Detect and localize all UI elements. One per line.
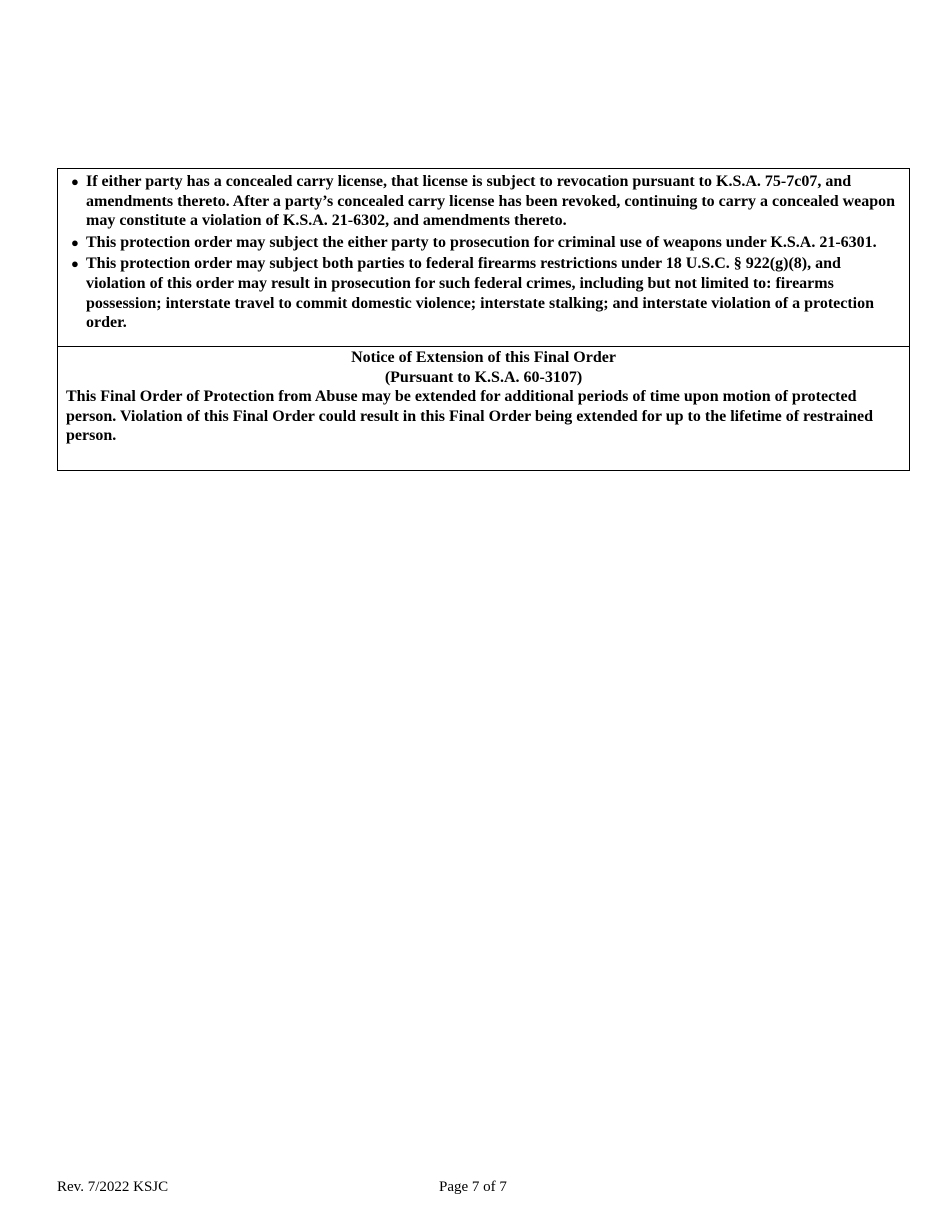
notice-box: [57, 168, 910, 471]
warning-list: [70, 172, 897, 333]
notice-subtitle: (Pursuant to K.S.A. 60-3107): [384, 368, 583, 386]
warning-text: This protection order may subject both parties to federal firearms restrictions under 18 U.S.C. § 922(g)(8), and violation of this order may result in prosecution for such federal crimes, including but not limited to: firearms possession; interstate travel to commit domestic violence; interstate stalking; and interstate violation of a protection order.: [86, 255, 875, 332]
bullet-icon: ●: [71, 174, 79, 189]
warning-text: If either party has a concealed carry license, that license is subject to revocation pursuant to K.S.A. 75-7c07, and amendments thereto. After a party’s concealed carry license has been revoked, continuing to carry a concealed weapon may constitute a violation of K.S.A. 21-6302, and amendments thereto.: [86, 173, 896, 230]
bullet-icon: ●: [71, 256, 79, 272]
firearms-warnings-section: [58, 169, 909, 347]
notice-title: Notice of Extension of this Final Order: [351, 349, 616, 366]
revision-label: Rev. 7/2022 KSJC: [57, 1179, 169, 1195]
warning-item-criminal-use: [70, 233, 897, 253]
warning-item-federal-restrictions: [70, 254, 897, 332]
notice-body: This Final Order of Protection from Abuse may be extended for additional periods of time upon motion of protected person. Violation of this Final Order could result in this Final Order being extended for up to the lifetime of restrained person.: [66, 388, 873, 445]
warning-text: This protection order may subject the either party to prosecution for criminal use of weapons under K.S.A. 21-6301.: [86, 233, 877, 251]
bullet-icon: ●: [71, 234, 79, 250]
warning-item-concealed-carry: [70, 172, 897, 231]
extension-notice-section: [58, 347, 909, 470]
page-number: Page 7 of 7: [439, 1179, 507, 1195]
